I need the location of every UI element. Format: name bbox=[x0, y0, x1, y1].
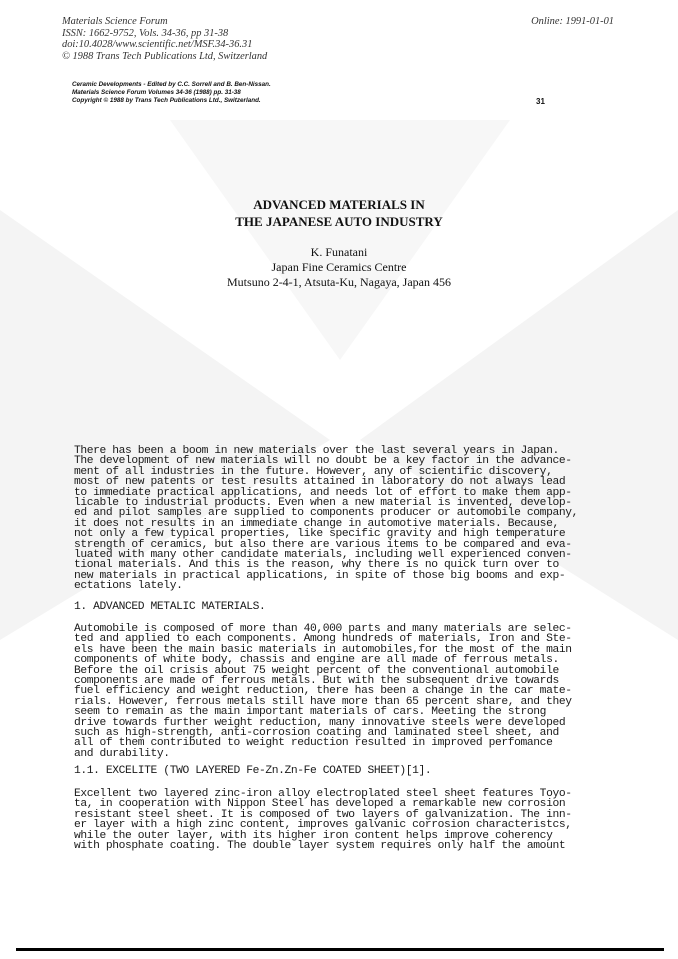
title-line2: THE JAPANESE AUTO INDUSTRY bbox=[235, 214, 443, 229]
section1-paragraph bbox=[74, 624, 572, 759]
text-line: licable to industrial products. Even when a new material is invented, develop- bbox=[74, 497, 572, 510]
text-line: most of new patents or test results attained in laboratory do not always lead bbox=[74, 476, 566, 489]
text-line: to immediate practical applications, and needs lot of effort to make them app- bbox=[74, 486, 572, 499]
text-line: rials. However, ferrous metals still have more than 65 percent share, and they bbox=[74, 695, 572, 708]
watermark-triangle-top bbox=[170, 120, 510, 360]
text-line: fuel efficiency and weight reduction, there has been a change in the car mate- bbox=[74, 685, 572, 698]
text-line: Excellent two layered zinc-iron alloy electroplated steel sheet features Toyo- bbox=[74, 788, 572, 800]
online-date: Online: 1991-01-01 bbox=[531, 16, 614, 27]
doi-line: doi:10.4028/www.scientific.net/MSF.34-36.31 bbox=[62, 39, 253, 51]
intro-paragraph bbox=[74, 446, 578, 592]
publication-info bbox=[62, 16, 267, 62]
text-line: and durability. bbox=[74, 747, 170, 760]
title-line1: ADVANCED MATERIALS IN bbox=[253, 197, 425, 212]
source-header-line3: Copyright © 1988 by Trans Tech Publications Ltd., Switzerland. bbox=[72, 97, 261, 104]
text-line: new materials in practical applications, in spite of those big booms and exp- bbox=[74, 569, 566, 582]
source-header-line2: Materials Science Forum Volumes 34-36 (1988) pp. 31-38 bbox=[72, 89, 241, 96]
text-line: els have been the main basic materials in automobiles,for the most of the main bbox=[74, 643, 572, 656]
text-line: drive towards further weight reduction, many innovative steels were developed bbox=[74, 716, 566, 729]
text-line: components are made of ferrous metals. But with the subsequent drive towards bbox=[74, 675, 559, 688]
source-header bbox=[72, 81, 271, 105]
text-line: components of white body, chassis and engine are all made of ferrous metals. bbox=[74, 654, 559, 667]
author-block bbox=[0, 245, 678, 290]
copyright-line: © 1988 Trans Tech Publications Ltd, Switzerland bbox=[62, 50, 268, 62]
text-line: with phosphate coating. The double layer system requires only half the amount bbox=[74, 840, 566, 853]
text-line: resistant steel sheet. It is composed of two layers of galvanization. The inn- bbox=[74, 808, 572, 821]
section11-paragraph bbox=[74, 789, 572, 851]
text-line: Automobile is composed of more than 40,000 parts and many materials are selec- bbox=[74, 623, 572, 635]
section-heading: 1. ADVANCED METALIC MATERIALS. bbox=[74, 601, 266, 613]
issn-line: ISSN: 1662-9752, Vols. 34-36, pp 31-38 bbox=[62, 27, 229, 39]
text-line: ment of all industries in the future. However, any of scientific discovery, bbox=[74, 465, 553, 478]
text-line: ta, in cooperation with Nippon Steel has developed a remarkable new corrosion bbox=[74, 798, 566, 811]
journal-name: Materials Science Forum bbox=[62, 16, 168, 27]
text-line: all of them contributed to weight reduction resulted in improved perfomance bbox=[74, 737, 553, 750]
text-line: ted and applied to each components. Among hundreds of materials, Iron and Ste- bbox=[74, 633, 572, 646]
text-line: er layer with a high zinc content, improves galvanic corrosion characteristcs, bbox=[74, 819, 572, 832]
text-line: There has been a boom in new materials over the last several years in Japan. bbox=[74, 445, 559, 457]
address: Mutsuno 2-4-1, Atsuta-Ku, Nagaya, Japan 456 bbox=[227, 275, 451, 289]
text-line: strength of ceramics, but also there are various items to be compared and eva- bbox=[74, 538, 572, 551]
author-name: K. Funatani bbox=[310, 245, 368, 259]
text-line: The development of new materials will no doubt be a key factor in the advance- bbox=[74, 455, 572, 468]
text-line: ectations lately. bbox=[74, 580, 183, 593]
text-line: ed and pilot samples are supplied to components producer or automobile company, bbox=[74, 507, 578, 520]
page-number: 31 bbox=[536, 97, 545, 106]
text-line: tional materials. And this is the reason, why there is no quick turn over to bbox=[74, 559, 559, 572]
paper-title bbox=[0, 196, 678, 230]
affiliation: Japan Fine Ceramics Centre bbox=[271, 260, 407, 274]
source-header-line1: Ceramic Developments - Edited by C.C. Sorrell and B. Ben-Nissan. bbox=[72, 81, 271, 88]
page-bottom-rule bbox=[16, 948, 664, 951]
text-line: while the outer layer, with its higher iron content helps improve coherency bbox=[74, 829, 553, 842]
text-line: luated with many other candidate materials, including well experienced conven- bbox=[74, 549, 572, 562]
text-line: not only a few typical properties, like specific gravity and high temperature bbox=[74, 528, 566, 541]
text-line: it does not results in an immediate change in automotive materials. Because, bbox=[74, 517, 559, 530]
text-line: Before the oil crisis about 75 weight percent of the conventional automobile bbox=[74, 664, 559, 677]
text-line: seem to remain as the main important materials of cars. Meeting the strong bbox=[74, 706, 547, 719]
subsection-heading: 1.1. EXCELITE (TWO LAYERED Fe-Zn.Zn-Fe COATED SHEET)[1]. bbox=[74, 765, 432, 777]
text-line: such as high-strength, anti-corrosion coating and laminated steel sheet, and bbox=[74, 727, 559, 740]
